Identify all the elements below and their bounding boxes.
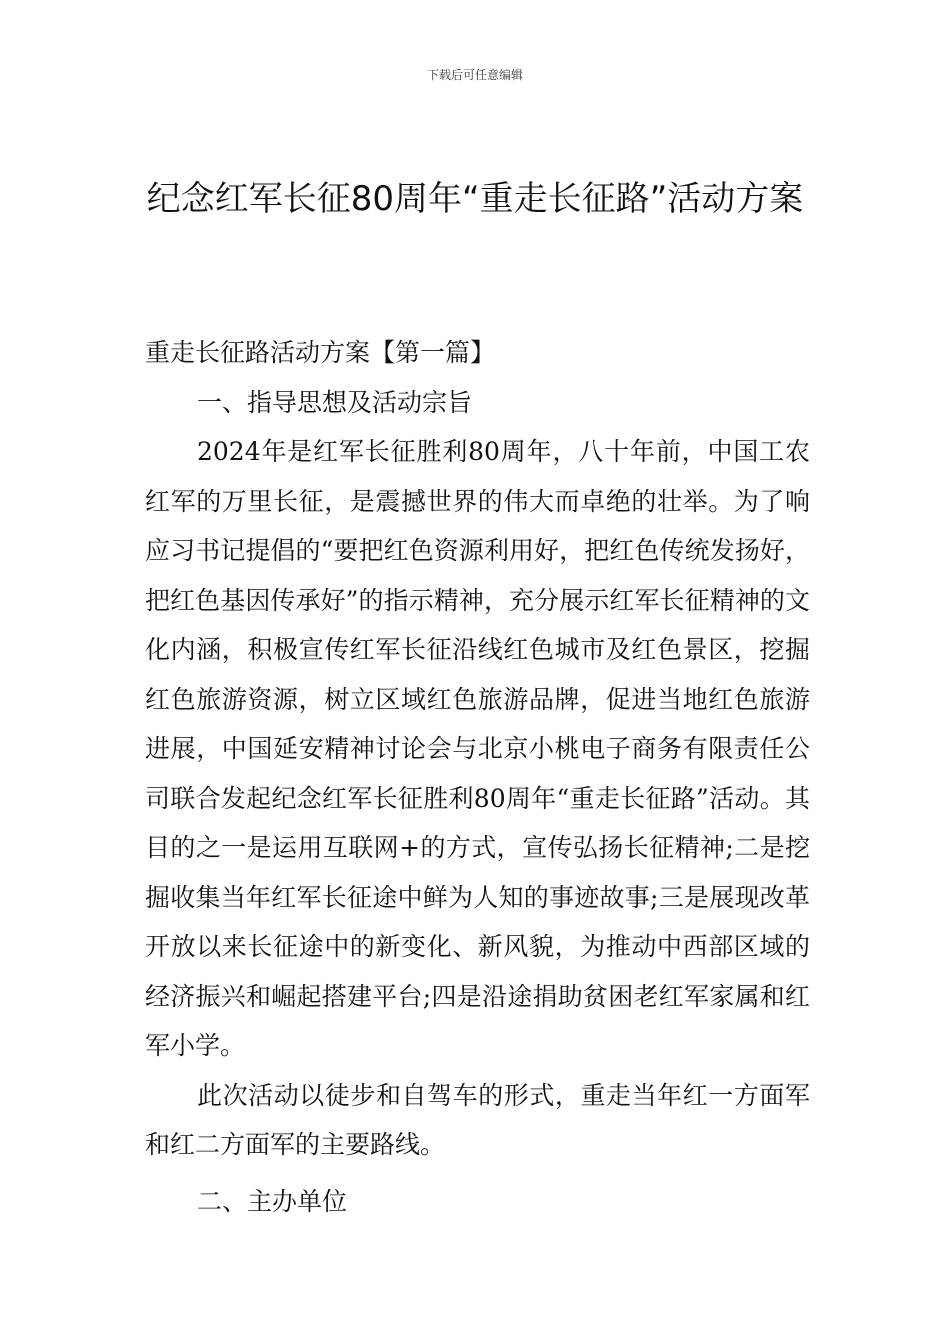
- heading-organizers: 二、主办单位: [197, 1186, 348, 1216]
- document-body: [145, 328, 810, 1226]
- heading-guiding-ideology: 一、指导思想及活动宗旨: [197, 387, 473, 417]
- paragraph-background: 2024年是红军长征胜利80周年，八十年前，中国工农红军的万里长征，是震撼世界的伟大而卓绝的壮举。为了响应习书记提倡的“要把红色资源利用好，把红色传统发扬好，把红色基因传承好”的指示精神，充分展示红军长征精神的文化内涵，积极宣传红军长征沿线红色城市及红色景区，挖掘红色旅游资源，树立区域红色旅游品牌，促进当地红色旅游进展，中国延安精神讨论会与北京小桃电子商务有限责任公司联合发起纪念红军长征胜利80周年“重走长征路”活动。其目的之一是运用互联网+的方式，宣传弘扬长征精神;二是挖掘收集当年红军长征途中鲜为人知的事迹故事;三是展现改革开放以来长征途中的新变化、新风貌，为推动中西部区域的经济振兴和崛起搭建平台;四是沿途捐助贫困老红军家属和红军小学。: [145, 437, 810, 1060]
- header-note: 下载后可任意编辑: [426, 68, 523, 82]
- section-heading: 重走长征路活动方案【第一篇】: [145, 338, 496, 367]
- paragraph-activity-form: 此次活动以徒步和自驾车的形式，重走当年红一方面军和红二方面军的主要路线。: [145, 1080, 810, 1159]
- document-title: 纪念红军长征80周年“重走长征路”活动方案: [146, 179, 804, 219]
